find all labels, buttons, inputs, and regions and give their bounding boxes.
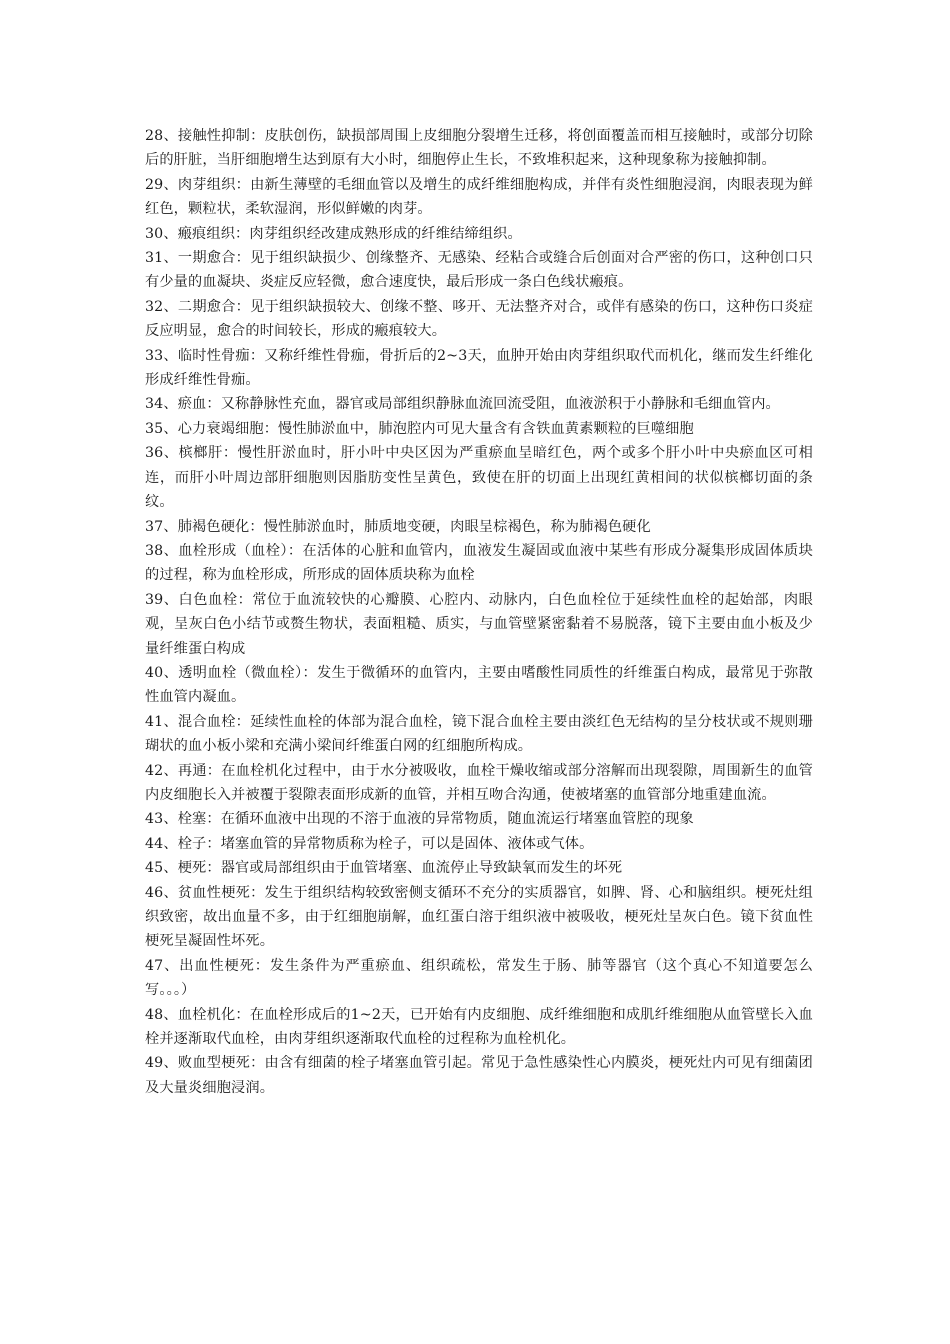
definition-entry-46: 46、贫血性梗死：发生于组织结构较致密侧支循环不充分的实质器官，如脾、肾、心和脑组织。梗死灶组织致密，故出血量不多，由于红细胞崩解，血红蛋白溶于组织液中被吸收，梗死灶呈灰白色。镜下贫血性梗死呈凝固性坏死。 [145, 884, 813, 950]
definition-entry-28: 28、接触性抑制：皮肤创伤，缺损部周围上皮细胞分裂增生迁移，将创面覆盖而相互接触时，或部分切除后的肝脏，当肝细胞增生达到原有大小时，细胞停止生长，不致堆积起来，这种现象称为接触抑制。 [145, 128, 813, 169]
definition-entry-45: 45、梗死：器官或局部组织由于血管堵塞、血流停止导致缺氧而发生的坏死 [145, 860, 623, 877]
definition-entry-49: 49、败血型梗死：由含有细菌的栓子堵塞血管引起。常见于急性感染性心内膜炎，梗死灶内可见有细菌团及大量炎细胞浸润。 [145, 1055, 813, 1096]
definition-entry-34: 34、瘀血：又称静脉性充血，器官或局部组织静脉血流回流受阻，血液淤积于小静脉和毛细血管内。 [145, 396, 780, 413]
definition-entry-40: 40、透明血栓（微血栓）：发生于微循环的血管内，主要由嗜酸性同质性的纤维蛋白构成，最常见于弥散性血管内凝血。 [145, 664, 813, 706]
definition-entry-37: 37、肺褐色硬化：慢性肺淤血时，肺质地变硬，肉眼呈棕褐色，称为肺褐色硬化 [145, 518, 651, 535]
definition-entry-33: 33、临时性骨痂：又称纤维性骨痂，骨折后的2~3天，血肿开始由肉芽组织取代而机化，继而发生纤维化形成纤维性骨痂。 [145, 347, 813, 389]
definition-entry-36: 36、槟榔肝：慢性肝淤血时，肝小叶中央区因为严重瘀血呈暗红色，两个或多个肝小叶中央瘀血区可相连，而肝小叶周边部肝细胞则因脂肪变性呈黄色，致使在肝的切面上出现红黄相间的状似槟榔切面的条纹。 [145, 445, 813, 511]
definition-entry-31: 31、一期愈合：见于组织缺损少、创缘整齐、无感染、经粘合或缝合后创面对合严密的伤口，这种创口只有少量的血凝块、炎症反应轻微，愈合速度快，最后形成一条白色线状瘢痕。 [145, 250, 813, 291]
definition-list [145, 124, 813, 1100]
definition-entry-44: 44、栓子：堵塞血管的异常物质称为栓子，可以是固体、液体或气体。 [145, 835, 594, 852]
definition-entry-41: 41、混合血栓：延续性血栓的体部为混合血栓，镜下混合血栓主要由淡红色无结构的呈分枝状或不规则珊瑚状的血小板小梁和充满小梁间纤维蛋白网的红细胞所构成。 [145, 713, 813, 755]
definition-entry-38: 38、血栓形成（血栓）：在活体的心脏和血管内，血液发生凝固或血液中某些有形成分凝集形成固体质块的过程，称为血栓形成，所形成的固体质块称为血栓 [145, 542, 813, 584]
definition-entry-43: 43、栓塞：在循环血液中出现的不溶于血液的异常物质，随血流运行堵塞血管腔的现象 [145, 811, 694, 828]
definition-entry-42: 42、再通：在血栓机化过程中，由于水分被吸收，血栓干燥收缩或部分溶解而出现裂隙，周围新生的血管内皮细胞长入并被覆于裂隙表面形成新的血管，并相互吻合沟通，使被堵塞的血管部分地重建血流。 [145, 762, 813, 803]
definition-entry-35: 35、心力衰竭细胞：慢性肺淤血中，肺泡腔内可见大量含有含铁血黄素颗粒的巨噬细胞 [145, 420, 694, 437]
definition-entry-32: 32、二期愈合：见于组织缺损较大、创缘不整、哆开、无法整齐对合，或伴有感染的伤口，这种伤口炎症反应明显，愈合的时间较长，形成的瘢痕较大。 [145, 298, 813, 340]
definition-entry-29: 29、肉芽组织：由新生薄壁的毛细血管以及增生的成纤维细胞构成，并伴有炎性细胞浸润，肉眼表现为鲜红色，颗粒状，柔软湿润，形似鲜嫩的肉芽。 [145, 176, 813, 218]
definition-entry-47: 47、出血性梗死：发生条件为严重瘀血、组织疏松，常发生于肠、肺等器官（这个真心不知道要怎么写。。。） [145, 957, 813, 999]
definition-entry-48: 48、血栓机化：在血栓形成后的1~2天，已开始有内皮细胞、成纤维细胞和成肌纤维细胞从血管壁长入血栓并逐渐取代血栓，由肉芽组织逐渐取代血栓的过程称为血栓机化。 [145, 1006, 813, 1048]
definition-entry-30: 30、瘢痕组织：肉芽组织经改建成熟形成的纤维结缔组织。 [145, 225, 522, 242]
definition-entry-39: 39、白色血栓：常位于血流较快的心瓣膜、心腔内、动脉内，白色血栓位于延续性血栓的起始部，肉眼观，呈灰白色小结节或赘生物状，表面粗糙、质实，与血管壁紧密黏着不易脱落，镜下主要由血小板及少量纤维蛋白构成 [145, 591, 813, 657]
